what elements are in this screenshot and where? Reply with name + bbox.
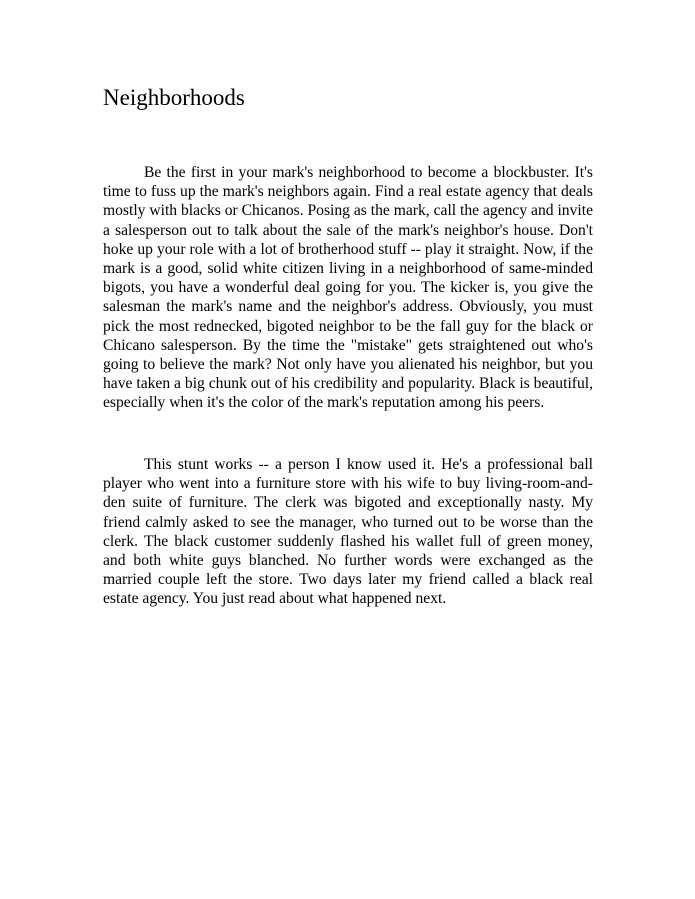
body-paragraph-1: Be the first in your mark's neighborhood to become a blockbuster. It's time to fuss up the mark's neighbors again. Find a real estate agency that deals mostly with blacks or Chicanos. Posing as the mark, call the agency and invite a salesperson out to talk about the sale of the mark's neighbor's house. Don't hoke up your role with a lot of brotherhood stuff -- play it straight. Now, if the mark is a good, solid white citizen living in a neighborhood of same-minded bigots, you have a wonderful deal going for you. The kicker is, you give the salesman the mark's name and the neighbor's address. Obviously, you must pick the most rednecked, bigoted neighbor to be the fall guy for the black or Chicano salesperson. By the time the "mistake" gets straightened out who's going to believe the mark? Not only have you alienated his neighbor, but you have taken a big chunk out of his credibility and popularity. Black is beautiful, especially when it's the color of the mark's reputation among his peers. (103, 164, 593, 412)
page-title: Neighborhoods (103, 85, 245, 110)
body-paragraph-2: This stunt works -- a person I know used it. He's a professional ball player who went into a furniture store with his wife to buy living-room-and-den suite of furniture. The clerk was bigoted and exceptionally nasty. My friend calmly asked to see the manager, who turned out to be worse than the clerk. The black customer suddenly flashed his wallet full of green money, and both white guys blanched. No further words were exchanged as the married couple left the store. Two days later my friend called a black real estate agency. You just read about what happened next. (103, 456, 593, 608)
